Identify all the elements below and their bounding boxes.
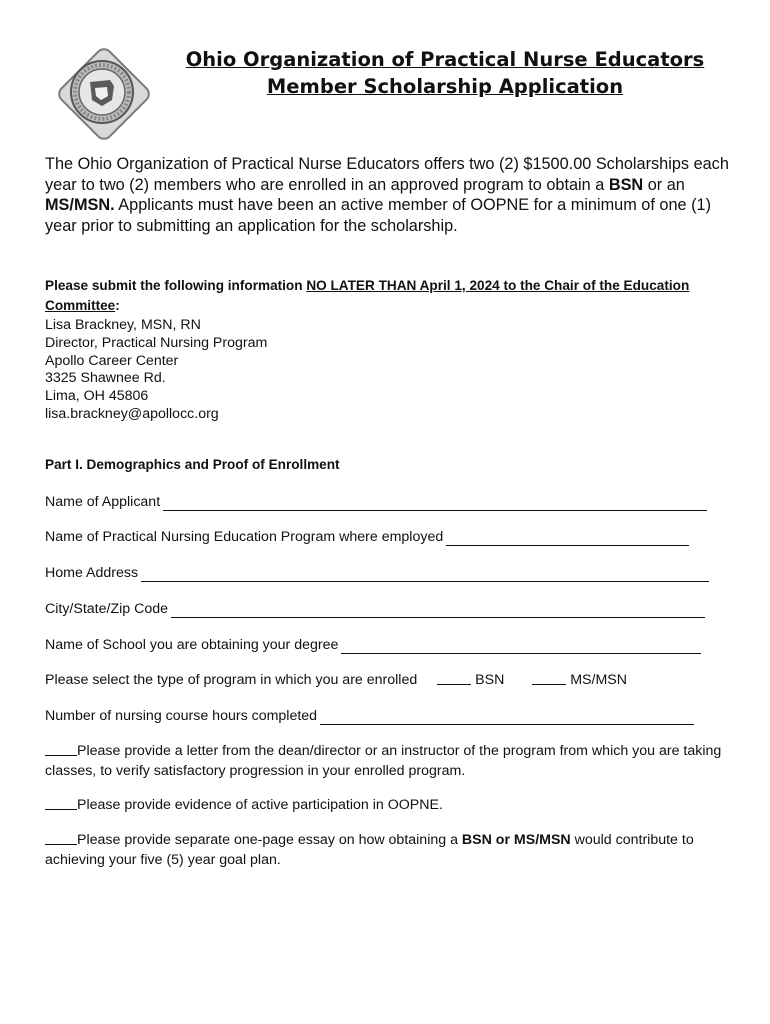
field-label: Number of nursing course hours completed [45,708,318,724]
school-name-field[interactable] [45,636,701,654]
field-label: City/State/Zip Code [45,601,169,617]
address-line: 3325 Shawnee Rd. [45,370,166,387]
address-line: Director, Practical Nursing Program [45,334,268,351]
msn-option-label: MS/MSN [570,672,627,688]
intro-text-3: Applicants must have been an active member of OOPNE for a minimum of one (1) year prior to submitting an application for the scholarship. [45,196,711,235]
address-line: Apollo Career Center [45,352,179,369]
intro-text-2: or an [643,175,685,194]
evidence-checkbox[interactable] [45,796,77,810]
essay-checkbox[interactable] [45,831,77,845]
program-employed-line[interactable] [446,531,689,546]
essay-checklist-item [45,831,725,870]
applicant-name-field[interactable] [45,493,707,511]
address-email: lisa.brackney@apollocc.org [45,405,219,422]
evidence-checklist-item [45,796,725,816]
msn-checkbox[interactable] [532,671,566,685]
bsn-checkbox[interactable] [437,671,471,685]
city-state-zip-line[interactable] [171,603,705,618]
field-label: Name of Practical Nursing Education Program where employed [45,529,444,545]
letter-text: Please provide a letter from the dean/director or an instructor of the program from which you are taking classes, to verify satisfactory progression in your enrolled program. [45,743,722,779]
bsn-option-label: BSN [475,672,505,688]
applicant-name-line[interactable] [163,496,707,511]
field-label: Name of School you are obtaining your degree [45,637,339,653]
address-line: Lisa Brackney, MSN, RN [45,317,201,333]
title-line-2: Member Scholarship Application [266,75,624,98]
section-title: Part I. Demographics and Proof of Enrollment [45,457,340,472]
course-hours-line[interactable] [320,710,694,725]
intro-bsn: BSN [608,175,644,194]
program-employed-field[interactable] [45,528,689,546]
oopne-seal-logo-icon [52,42,156,146]
submit-lead: Please submit the following information [45,278,307,293]
intro-paragraph [45,154,735,236]
home-address-field[interactable] [45,564,709,582]
home-address-line[interactable] [141,567,709,582]
document-title [160,46,730,100]
address-line: Lima, OH 45806 [45,388,149,405]
program-type-label: Please select the type of program in which you are enrolled [45,672,418,688]
intro-text-1: The Ohio Organization of Practical Nurse Educators offers two (2) $1500.00 Scholarships each year to two (2) members who are enrolled in an approved program to obtain a [45,155,729,194]
essay-text-1: Please provide separate one-page essay on how obtaining a [77,832,462,848]
field-label: Name of Applicant [45,494,161,510]
evidence-text: Please provide evidence of active participation in OOPNE. [77,797,443,813]
field-label: Home Address [45,565,139,581]
essay-text-2: would contribute to achieving your five (5) year goal plan. [45,832,694,868]
submit-deadline: NO LATER THAN April 1, 2024 to the Chair of the Education Committee [45,278,690,313]
letter-checkbox[interactable] [45,742,77,756]
title-line-1: Ohio Organization of Practical Nurse Educators [185,48,705,71]
intro-msn: MS/MSN. [45,196,115,214]
mailing-address [45,317,545,424]
submit-colon: : [115,298,120,313]
submission-instructions [45,276,735,316]
essay-degree: BSN or MS/MSN [461,832,571,848]
letter-checklist-item [45,742,725,781]
program-type-row [45,671,627,688]
course-hours-field[interactable] [45,707,694,725]
city-state-zip-field[interactable] [45,600,705,618]
school-name-line[interactable] [341,639,701,654]
